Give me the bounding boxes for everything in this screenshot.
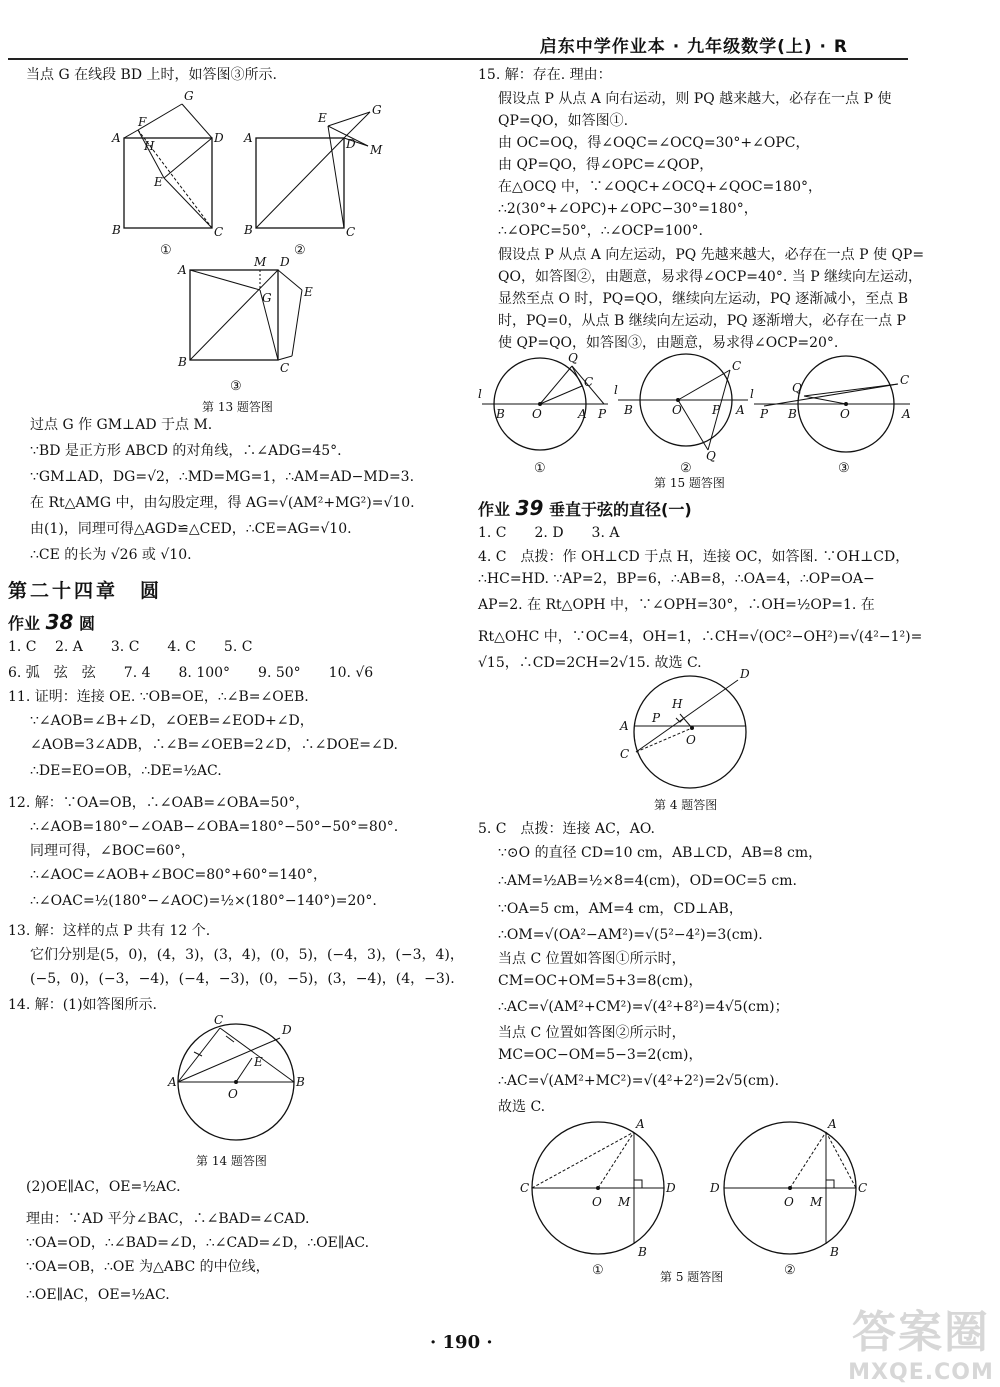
svg-text:M: M	[370, 143, 383, 157]
svg-text:B: B	[638, 1245, 647, 1259]
svg-text:F: F	[138, 115, 147, 129]
figure-14-drawing	[168, 1012, 308, 1152]
page-header	[8, 28, 908, 60]
svg-text:B: B	[244, 223, 253, 237]
svg-text:H: H	[672, 697, 683, 711]
svg-text:C: C	[732, 359, 742, 373]
answer-line: 6. 弧 弦 弦 7. 4 8. 100° 9. 50° 10. √6	[8, 665, 374, 681]
figure-13-part-3	[177, 255, 313, 394]
figure-5-drawing	[508, 1118, 898, 1276]
svg-text:G: G	[372, 103, 382, 117]
svg-text:P: P	[598, 407, 607, 421]
section-label: 作业	[8, 614, 41, 633]
text-line: 由(1)，同理可得△AGD≌△CED，∴CE=AG=√10.	[30, 521, 352, 537]
svg-text:E: E	[304, 285, 313, 299]
answer-line: 1. C 2. A 3. C 4. C 5. C	[8, 639, 253, 655]
section-38-heading	[8, 610, 95, 634]
svg-text:E: E	[154, 175, 163, 189]
figure-mark: ①	[160, 243, 172, 258]
answer-line: (−5，0)，(−3，−4)，(−4，−3)，(0，−5)，(3，−4)，(4，−3).	[30, 971, 455, 987]
svg-text:D: D	[346, 137, 356, 151]
answer-line: 12. 解：∵OA=OB，∴∠OAB=∠OBA=50°，	[8, 795, 310, 811]
svg-text:l: l	[614, 383, 618, 397]
answer-line: 当点 C 位置如答图①所示时，	[498, 951, 686, 967]
answer-line: 时，PQ=0，从点 B 继续向左运动，PQ 逐渐增大，必存在一点 P	[498, 313, 906, 329]
text-line: 过点 G 作 GM⊥AD 于点 M.	[30, 417, 213, 433]
figure-4-caption: 第 4 题答图	[654, 798, 718, 812]
svg-text:C: C	[214, 225, 224, 239]
answer-line: CM=OC+OM=5+3=8(cm)，	[498, 973, 703, 989]
figure-15-part-1	[478, 351, 608, 476]
answer-line: 故选 C.	[498, 1099, 546, 1115]
svg-text:M: M	[618, 1195, 631, 1209]
section-number: 38	[45, 610, 74, 634]
answer-line: ∴AC=√(AM²+CM²)=√(4²+8²)=4√5(cm)；	[498, 999, 789, 1015]
svg-text:C: C	[620, 747, 630, 761]
figure-13-caption: 第 13 题答图	[202, 400, 273, 414]
figure-15	[478, 351, 918, 478]
svg-text:G: G	[262, 291, 272, 305]
svg-text:P: P	[652, 711, 661, 725]
answer-line: ∴∠OAC=½(180°−∠AOC)=½×(180°−140°)=20°.	[30, 893, 377, 909]
svg-text:C: C	[520, 1181, 530, 1195]
answer-line: 同理可得，∠BOC=60°，	[30, 843, 196, 859]
figure-mark: ③	[838, 461, 850, 476]
figure-15-caption: 第 15 题答图	[654, 476, 725, 490]
svg-text:Q: Q	[568, 351, 578, 365]
svg-text:Q: Q	[706, 449, 716, 463]
figure-4-drawing	[614, 667, 764, 794]
svg-text:Q: Q	[792, 381, 802, 395]
answer-line: (2)OE∥AC，OE=½AC.	[26, 1179, 181, 1195]
svg-text:B: B	[178, 355, 187, 369]
svg-text:C: C	[280, 361, 290, 375]
answer-line: 在△OCQ 中，∵∠OQC+∠OCQ+∠QOC=180°，	[498, 179, 822, 195]
answer-line: 15. 解：存在. 理由：	[478, 67, 612, 83]
watermark-url: MXQE.COM	[848, 1360, 994, 1385]
svg-text:H: H	[144, 139, 155, 153]
svg-text:B: B	[496, 407, 505, 421]
svg-text:l: l	[750, 387, 754, 401]
svg-text:A: A	[578, 407, 587, 421]
answer-line: ∴AM=½AB=½×8=4(cm)，OD=OC=5 cm.	[498, 873, 797, 889]
answer-line: 理由：∵AD 平分∠BAC，∴∠BAD=∠CAD.	[26, 1211, 310, 1227]
page-number: · 190 ·	[430, 1332, 493, 1353]
figure-13	[98, 86, 408, 412]
svg-text:P: P	[712, 403, 721, 417]
answer-line: ∵OA=OB，∴OE 为△ABC 的中位线，	[26, 1259, 270, 1275]
svg-text:A: A	[736, 403, 745, 417]
answer-line: ∴HC=HD. ∵AP=2，BP=6，∴AB=8，∴OA=4，∴OP=OA−	[478, 571, 875, 587]
text-line: ∵GM⊥AD，DG=√2，∴MD=MG=1，∴AM=AD−MD=3.	[30, 469, 415, 485]
figure-4	[614, 667, 764, 798]
answer-line: Rt△OHC 中，∵OC=4，OH=1，∴CH=√(OC²−OH²)=√(4²−1²)=	[478, 629, 923, 645]
text-line: ∴CE 的长为 √26 或 √10.	[30, 547, 192, 563]
answer-line: ∴OM=√(OA²−AM²)=√(5²−4²)=3(cm).	[498, 927, 763, 943]
figure-15-drawing	[478, 351, 918, 476]
svg-text:E: E	[254, 1055, 263, 1069]
svg-text:O: O	[228, 1087, 238, 1101]
answer-line: ∴∠AOB=180°−∠OAB−∠OBA=180°−50°−50°=80°.	[30, 819, 399, 835]
answer-line: 当点 C 位置如答图②所示时，	[498, 1025, 686, 1041]
svg-text:C: C	[584, 375, 594, 389]
svg-text:C: C	[346, 225, 356, 239]
answer-line: 1. C 2. D 3. A	[478, 525, 620, 541]
answer-line: ∴∠AOC=∠AOB+∠BOC=80°+60°=140°，	[30, 867, 328, 883]
answer-line: ∵∠AOB=∠B+∠D，∠OEB=∠EOD+∠D，	[30, 713, 314, 729]
figure-mark: ②	[680, 461, 692, 476]
svg-text:M: M	[254, 255, 267, 269]
svg-text:O: O	[592, 1195, 602, 1209]
figure-mark: ③	[230, 379, 242, 394]
figure-mark: ①	[592, 1263, 604, 1278]
section-label: 作业	[478, 500, 511, 519]
answer-line: ∴∠OPC=50°，∴∠OCP=100°.	[498, 223, 703, 239]
answer-line: ∴DE=EO=OB，∴DE=½AC.	[30, 763, 222, 779]
svg-text:P: P	[760, 407, 769, 421]
svg-text:D: D	[710, 1181, 720, 1195]
answer-line: ∵OA=5 cm，AM=4 cm，CD⊥AB，	[498, 901, 743, 917]
answer-line: ∴2(30°+∠OPC)+∠OPC−30°=180°，	[498, 201, 758, 217]
svg-text:E: E	[318, 111, 327, 125]
answer-line: √15，∴CD=2CH=2√15. 故选 C.	[478, 655, 702, 671]
figure-13-part-2	[243, 103, 383, 258]
text-line: 当点 G 在线段 BD 上时，如答图③所示.	[26, 67, 277, 83]
figure-mark: ②	[294, 243, 306, 258]
svg-text:G: G	[184, 89, 194, 103]
svg-text:A: A	[828, 1117, 837, 1131]
figure-5-caption: 第 5 题答图	[660, 1270, 724, 1284]
answer-line: ∴AC=√(AM²+MC²)=√(4²+2²)=2√5(cm).	[498, 1073, 780, 1089]
answer-line: 11. 证明：连接 OE. ∵OB=OE，∴∠B=∠OEB.	[8, 689, 309, 705]
figure-14	[168, 1012, 308, 1156]
svg-text:A: A	[168, 1075, 177, 1089]
answer-line: 14. 解：(1)如答图所示.	[8, 997, 157, 1013]
svg-text:C: C	[858, 1181, 868, 1195]
svg-text:A: A	[636, 1117, 645, 1131]
answer-line: ∵OA=OD，∴∠BAD=∠D，∴∠CAD=∠D，∴OE∥AC.	[26, 1235, 370, 1251]
svg-text:B: B	[788, 407, 797, 421]
answer-line: 由 QP=QO，得∠OPC=∠QOP，	[498, 157, 714, 173]
svg-text:l: l	[478, 387, 482, 401]
answer-line: 使 QP=QO，如答图③，由题意，易求得∠OCP=20°.	[498, 335, 839, 351]
answer-line: ∵⊙O 的直径 CD=10 cm，AB⊥CD，AB=8 cm，	[498, 845, 823, 861]
answer-line: 由 OC=OQ，得∠OQC=∠OCQ=30°+∠OPC，	[498, 135, 810, 151]
figure-mark: ②	[784, 1263, 796, 1278]
answer-line: AP=2. 在 Rt△OPH 中，∵∠OPH=30°，∴OH=½OP=1. 在	[478, 597, 875, 613]
svg-text:D: D	[740, 667, 750, 681]
figure-5	[508, 1118, 898, 1280]
svg-text:O: O	[686, 733, 696, 747]
answer-line: ∠AOB=3∠ADB，∴∠B=∠OEB=2∠D，∴∠DOE=∠D.	[30, 737, 398, 753]
svg-text:O: O	[672, 403, 682, 417]
svg-text:D: D	[280, 255, 290, 269]
figure-15-part-3	[750, 356, 911, 476]
watermark	[846, 1296, 996, 1385]
answer-line: 它们分别是(5，0)，(4，3)，(3，4)，(0，5)，(−4，3)，(−3，4)，	[30, 947, 464, 963]
svg-text:B: B	[830, 1245, 839, 1259]
section-39-heading	[478, 496, 692, 520]
answer-line: MC=OC−OM=5−3=2(cm)，	[498, 1047, 703, 1063]
svg-text:B: B	[296, 1075, 305, 1089]
svg-text:A: A	[902, 407, 911, 421]
figure-5-part-2	[709, 1117, 867, 1278]
svg-text:O: O	[840, 407, 850, 421]
figure-mark: ①	[534, 461, 546, 476]
svg-text:A: A	[112, 131, 121, 145]
figure-13-drawing	[98, 86, 408, 408]
answer-line: 显然至点 O 时，PQ=QO，继续向左运动，PQ 逐渐减小，至点 B	[498, 291, 909, 307]
svg-text:A: A	[244, 131, 253, 145]
answer-line: 假设点 P 从点 A 向右运动，则 PQ 越来越大，必存在一点 P 使	[498, 91, 892, 107]
svg-text:D: D	[214, 131, 224, 145]
svg-text:O: O	[532, 407, 542, 421]
svg-text:B: B	[624, 403, 633, 417]
svg-text:C: C	[900, 373, 910, 387]
svg-text:D: D	[666, 1181, 676, 1195]
svg-text:M: M	[810, 1195, 823, 1209]
svg-text:D: D	[282, 1023, 292, 1037]
answer-line: ∴OE∥AC，OE=½AC.	[26, 1287, 170, 1303]
svg-text:A: A	[620, 719, 629, 733]
figure-13-part-1	[111, 89, 224, 258]
answer-line: 5. C 点拨：连接 AC，AO.	[478, 821, 656, 837]
text-line: 在 Rt△AMG 中，由勾股定理，得 AG=√(AM²+MG²)=√10.	[30, 495, 415, 511]
answer-line: 假设点 P 从点 A 向左运动，PQ 先越来越大，必存在一点 P 使 QP=	[498, 247, 925, 263]
svg-text:O: O	[784, 1195, 794, 1209]
header-title: 启东中学作业本 · 九年级数学(上) · R	[539, 37, 848, 57]
answer-line: QP=QO，如答图①.	[498, 113, 629, 129]
section-number: 39	[515, 496, 544, 520]
figure-14-caption: 第 14 题答图	[196, 1154, 267, 1168]
figure-5-part-1	[520, 1117, 676, 1278]
chapter-title: 第二十四章 圆	[8, 580, 163, 602]
svg-text:A: A	[178, 263, 187, 277]
watermark-logo: 答案圈	[852, 1307, 990, 1358]
answer-line: 13. 解：这样的点 P 共有 12 个.	[8, 923, 211, 939]
answer-line: 4. C 点拨：作 OH⊥CD 于点 H，连接 OC，如答图. ∵OH⊥CD，	[478, 549, 910, 565]
figure-15-part-2	[614, 354, 748, 476]
section-title: 圆	[79, 614, 96, 633]
answer-line: QO，如答图②，由题意，易求得∠OCP=40°. 当 P 继续向左运动，	[498, 269, 923, 285]
svg-text:B: B	[112, 223, 121, 237]
svg-text:C: C	[214, 1013, 224, 1027]
section-title: 垂直于弦的直径(一)	[549, 500, 692, 519]
text-line: ∵BD 是正方形 ABCD 的对角线，∴∠ADG=45°.	[30, 443, 342, 459]
